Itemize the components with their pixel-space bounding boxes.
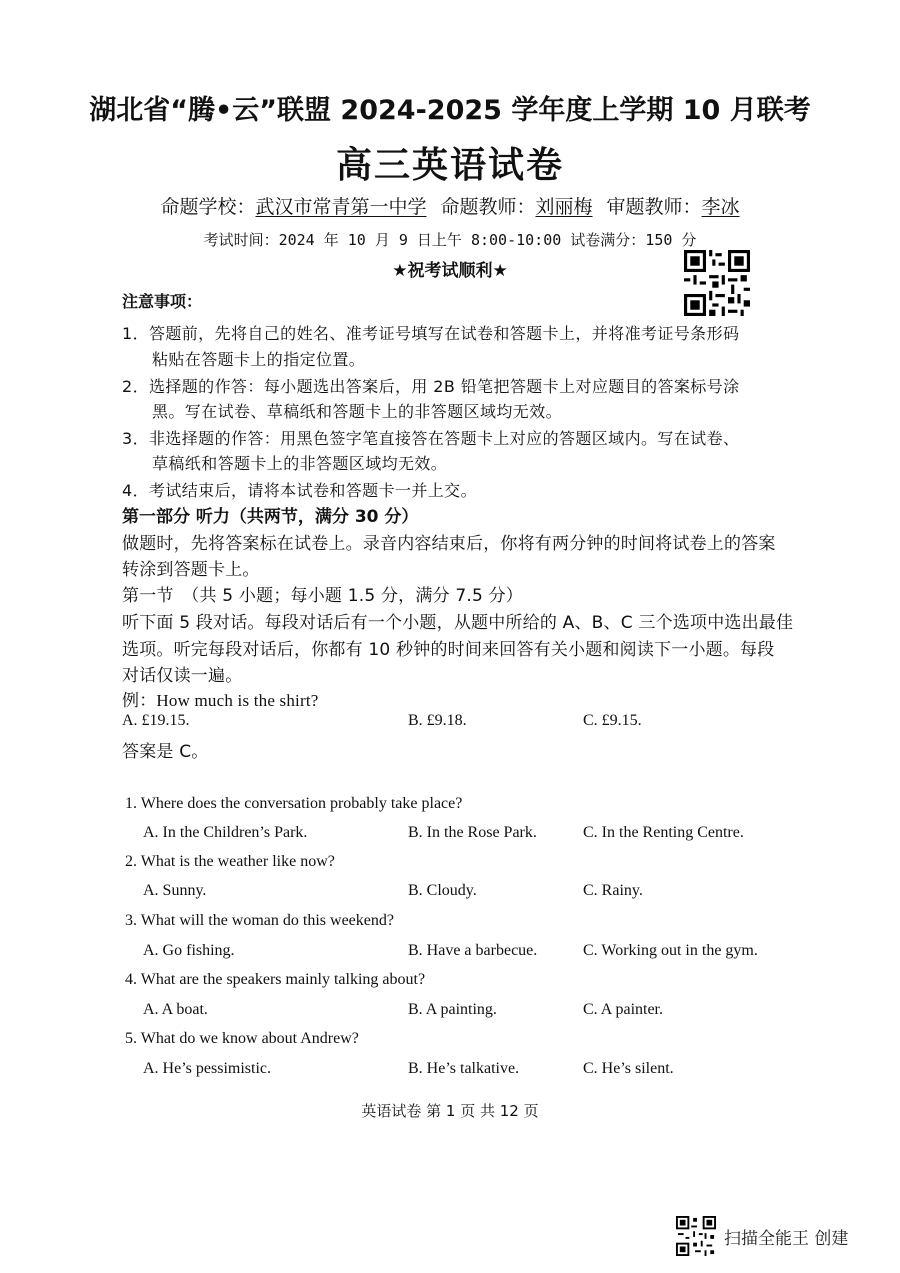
- subject-title: 高三英语试卷: [335, 145, 564, 186]
- question-2-option-c: C. Rainy.: [583, 882, 643, 899]
- question-1: 1. Where does the conversation probably take place?: [125, 795, 463, 812]
- question-2-option-b: B. Cloudy.: [408, 882, 477, 899]
- notice-item-1-line-2: 粘贴在答题卡上的指定位置。: [152, 350, 366, 369]
- example-option-c: C. £9.15.: [583, 712, 642, 729]
- question-1-option-c: C. In the Renting Centre.: [583, 824, 744, 841]
- question-5-option-b: B. He’s talkative.: [408, 1060, 520, 1077]
- notice-heading: 注意事项：: [122, 292, 203, 311]
- section1-instructions-line-3: 对话仅读一遍。: [122, 666, 243, 686]
- question-5-option-c: C. He’s silent.: [583, 1060, 674, 1077]
- page-number: 英语试卷 第 1 页 共 12 页: [361, 1102, 539, 1120]
- good-luck-banner: ★祝考试顺利★: [392, 261, 508, 281]
- reviewer-label: 审题教师：: [606, 196, 702, 218]
- notice-item-1-line-1: 1．答题前，先将自己的姓名、准考证号填写在试卷和答题卡上，并将准考证号条形码: [122, 324, 740, 343]
- notice-item-2-line-1: 2．选择题的作答：每小题选出答案后，用 2B 铅笔把答题卡上对应题目的答案标号涂: [122, 377, 740, 396]
- notice-item-2-line-2: 黑。写在试卷、草稿纸和答题卡上的非答题区域均无效。: [152, 402, 563, 421]
- notice-item-3-line-2: 草稿纸和答题卡上的非答题区域均无效。: [152, 454, 448, 473]
- question-4-option-c: C. A painter.: [583, 1001, 663, 1018]
- example-option-a: A. £19.15.: [122, 712, 190, 729]
- reviewer-name: 李冰: [701, 196, 740, 218]
- question-4-option-a: A. A boat.: [143, 1001, 208, 1018]
- part1-heading: 第一部分 听力（共两节，满分 30 分）: [122, 507, 419, 527]
- question-3-option-a: A. Go fishing.: [143, 942, 235, 959]
- question-2: 2. What is the weather like now?: [125, 853, 335, 870]
- question-2-option-a: A. Sunny.: [143, 882, 207, 899]
- qr-code-icon: [684, 250, 750, 316]
- notice-item-3-line-1: 3．非选择题的作答：用黑色签字笔直接答在答题卡上对应的答题区域内。写在试卷、: [122, 429, 740, 448]
- part1-intro-line-1: 做题时，先将答案标在试卷上。录音内容结束后，你将有两分钟的时间将试卷上的答案: [122, 534, 776, 554]
- scanner-qr-icon: [676, 1216, 716, 1256]
- section1-heading: 第一节 （共 5 小题；每小题 1.5 分，满分 7.5 分）: [122, 586, 524, 606]
- school-name: 武汉市常青第一中学: [255, 196, 427, 218]
- question-5: 5. What do we know about Andrew?: [125, 1030, 359, 1047]
- teacher-name: 刘丽梅: [535, 196, 593, 218]
- example-option-b: B. £9.18.: [408, 712, 467, 729]
- school-label: 命题学校：: [160, 196, 256, 218]
- example-answer: 答案是 C。: [122, 742, 209, 762]
- teacher-label: 命题教师：: [440, 196, 536, 218]
- question-4: 4. What are the speakers mainly talking about?: [125, 971, 426, 988]
- question-3-option-c: C. Working out in the gym.: [583, 942, 758, 959]
- part1-intro-line-2: 转涂到答题卡上。: [122, 560, 260, 580]
- exam-time: 考试时间：2024 年 10 月 9 日上午 8:00-10:00 试卷满分：150 分: [203, 231, 697, 249]
- authors-line: [0, 192, 900, 219]
- exam-header-title: 湖北省“腾•云”联盟 2024-2025 学年度上学期 10 月联考: [89, 95, 811, 126]
- notice-item-4-line-1: 4．考试结束后，请将本试卷和答题卡一并上交。: [122, 481, 477, 500]
- question-1-option-a: A. In the Children’s Park.: [143, 824, 308, 841]
- section1-instructions-line-2: 选项。听完每段对话后，你都有 10 秒钟的时间来回答有关小题和阅读下一小题。每段: [122, 640, 775, 660]
- example-question: 例：How much is the shirt?: [122, 691, 319, 710]
- question-1-option-b: B. In the Rose Park.: [408, 824, 537, 841]
- question-3-option-b: B. Have a barbecue.: [408, 942, 538, 959]
- question-5-option-a: A. He’s pessimistic.: [143, 1060, 271, 1077]
- section1-instructions-line-1: 听下面 5 段对话。每段对话后有一个小题，从题中所给的 A、B、C 三个选项中选出最佳: [122, 613, 794, 633]
- scanner-watermark: 扫描全能王 创建: [724, 1229, 849, 1249]
- question-4-option-b: B. A painting.: [408, 1001, 497, 1018]
- question-3: 3. What will the woman do this weekend?: [125, 912, 394, 929]
